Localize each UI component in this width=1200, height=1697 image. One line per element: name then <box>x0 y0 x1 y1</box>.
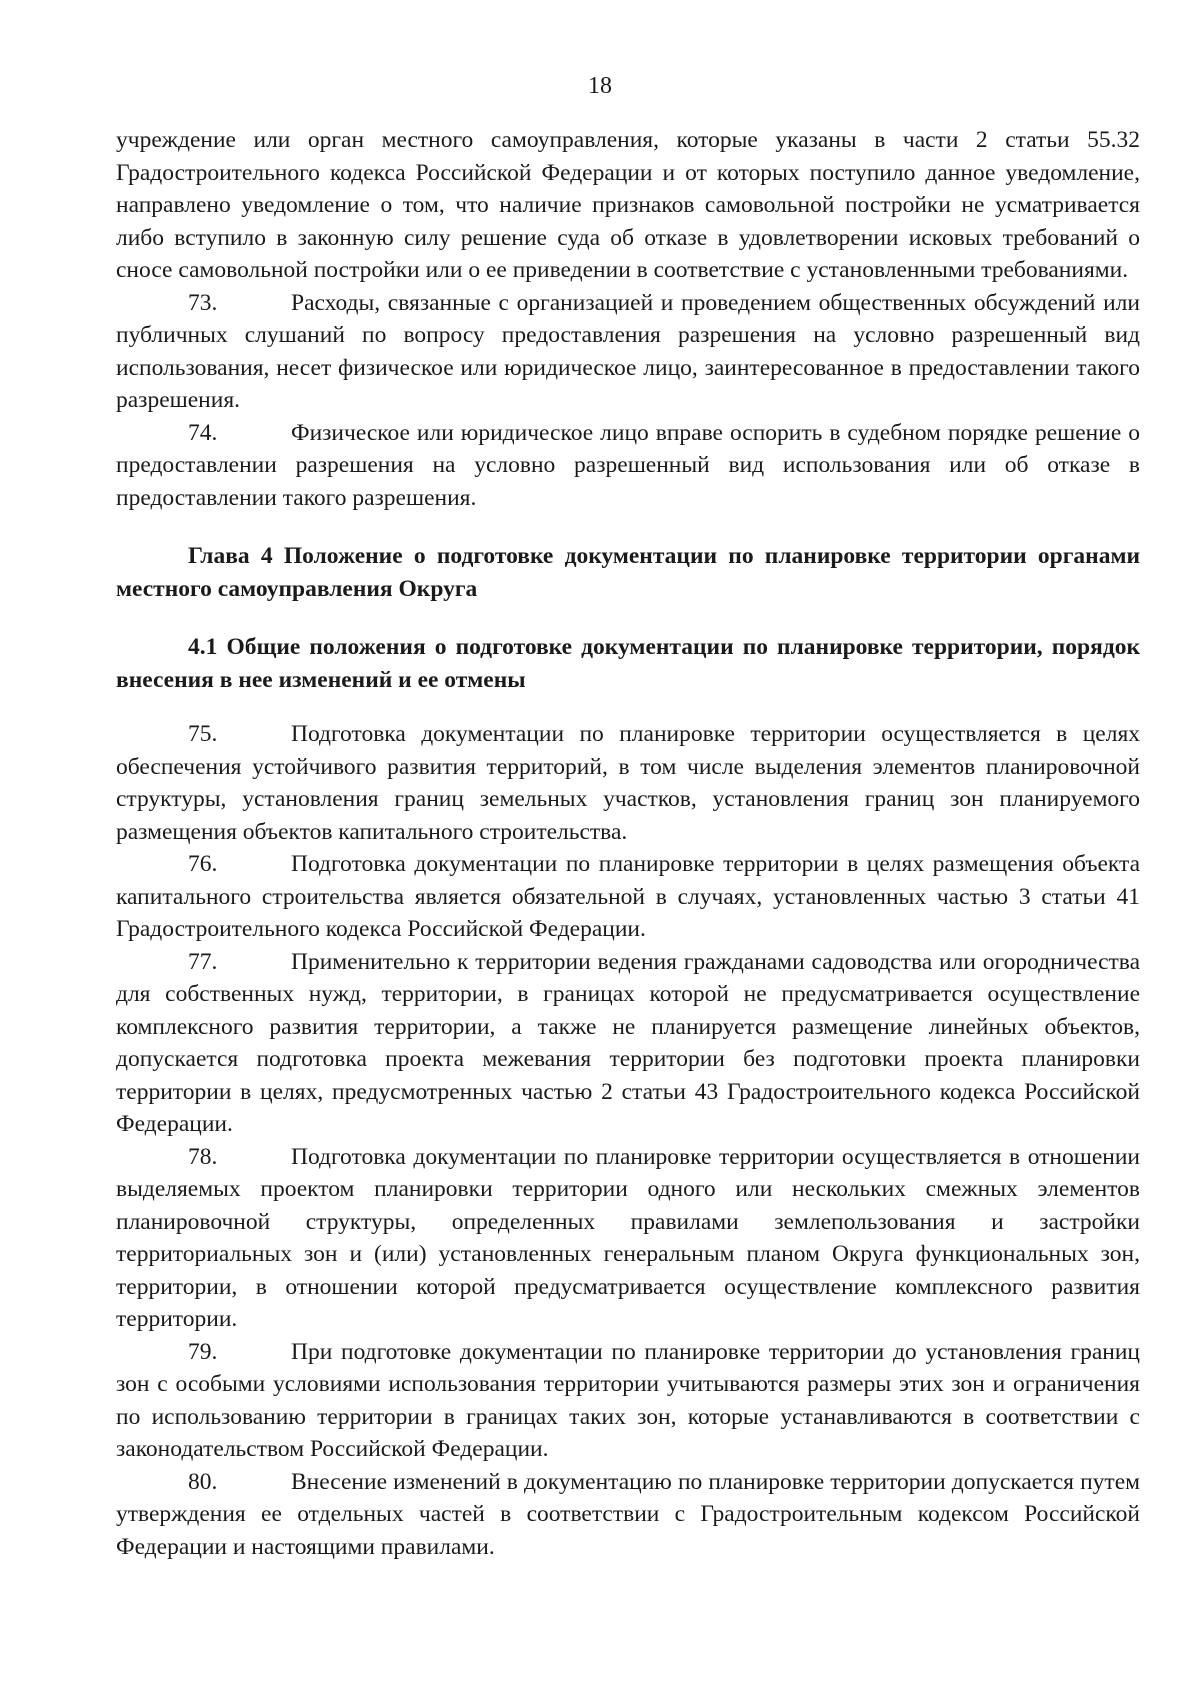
paragraph-text: Подготовка документации по планировке территории осуществляется в отношении выделяемых проектом планировки территории одного или нескольких смежных элементов планировочной структуры, определенных правилами землепользования и застройки территориальных зон и (или) установленных генеральным планом Округа функциональных зон, территории, в отношении которой предусматривается осуществление комплексного развития территории. <box>116 1143 1140 1332</box>
chapter-heading: Глава 4 Положение о подготовке документации по планировке территории органами местного самоуправления Округа <box>116 543 1140 602</box>
paragraph-number: 76. <box>188 851 218 877</box>
page-number: 18 <box>588 73 612 99</box>
paragraph-74 <box>116 417 1140 515</box>
paragraph-75 <box>116 718 1140 848</box>
document-body <box>116 124 1140 1563</box>
paragraph-number: 78. <box>188 1143 218 1170</box>
paragraph-number: 80. <box>188 1468 218 1495</box>
paragraph-number: 79. <box>188 1338 218 1365</box>
paragraph-text: Внесение изменений в документацию по планировке территории допускается путем утверждения ее отдельных частей в соответствии с Градостроительным кодексом Российской Федерации и настоящими правилами. <box>116 1468 1140 1560</box>
paragraph-text: При подготовке документации по планировке территории до установления границ зон с особыми условиями использования территории учитываются размеры этих зон и ограничения по использованию территории в границах таких зон, которые устанавливаются в соответствии с законодательством Российской Федерации. <box>116 1338 1140 1462</box>
paragraph-80 <box>116 1466 1140 1564</box>
paragraph-text: Подготовка документации по планировке территории осуществляется в целях обеспечения устойчивого развития территорий, в том числе выделения элементов планировочной структуры, установления границ земельных участков, установления границ зон планируемого размещения объектов капитального строительства. <box>116 721 1140 845</box>
paragraph-number: 75. <box>188 721 218 747</box>
paragraph-78 <box>116 1141 1140 1336</box>
section-heading: 4.1 Общие положения о подготовке документации по планировке территории, порядок внесения в нее изменений и ее отмены <box>116 634 1140 693</box>
paragraph-text: учреждение или орган местного самоуправления, которые указаны в части 2 статьи 55.32 Градостроительного кодекса Российской Федерации и от которых поступило данное уведомление, направлено уведомление о том, что наличие признаков самовольной постройки не усматривается либо вступило в законную силу решение суда об отказе в удовлетворении исковых требований о сносе самовольной постройки или о ее приведении в соответствие с установленными требованиями. <box>116 127 1140 283</box>
paragraph-number: 77. <box>188 948 218 975</box>
paragraph-number: 74. <box>188 419 218 446</box>
paragraph-text: Подготовка документации по планировке территории в целях размещения объекта капитального строительства является обязательной в случаях, установленных частью 3 статьи 41 Градостроительного кодекса Российской Федерации. <box>116 851 1140 942</box>
paragraph-text: Применительно к территории ведения гражданами садоводства или огородничества для собственных нужд, территории, в границах которой не предусматривается осуществление комплексного развития территории, а также не планируется размещение линейных объектов, допускается подготовка проекта межевания территории без подготовки проекта планировки территории в целях, предусмотренных частью 2 статьи 43 Градостроительного кодекса Российской Федерации. <box>116 948 1140 1137</box>
paragraph-text: Расходы, связанные с организацией и проведением общественных обсуждений или публичных слушаний по вопросу предоставления разрешения на условно разрешенный вид использования, несет физическое или юридическое лицо, заинтересованное в предоставлении такого разрешения. <box>116 289 1140 413</box>
paragraph-79 <box>116 1336 1140 1466</box>
paragraph-73 <box>116 287 1140 417</box>
paragraph-76 <box>116 848 1140 946</box>
paragraph-number: 73. <box>188 289 218 316</box>
paragraph-text: Физическое или юридическое лицо вправе оспорить в судебном порядке решение о предоставлении разрешения на условно разрешенный вид использования или об отказе в предоставлении такого разрешения. <box>116 419 1140 511</box>
paragraph-77 <box>116 946 1140 1141</box>
paragraph-continuation <box>116 124 1140 287</box>
